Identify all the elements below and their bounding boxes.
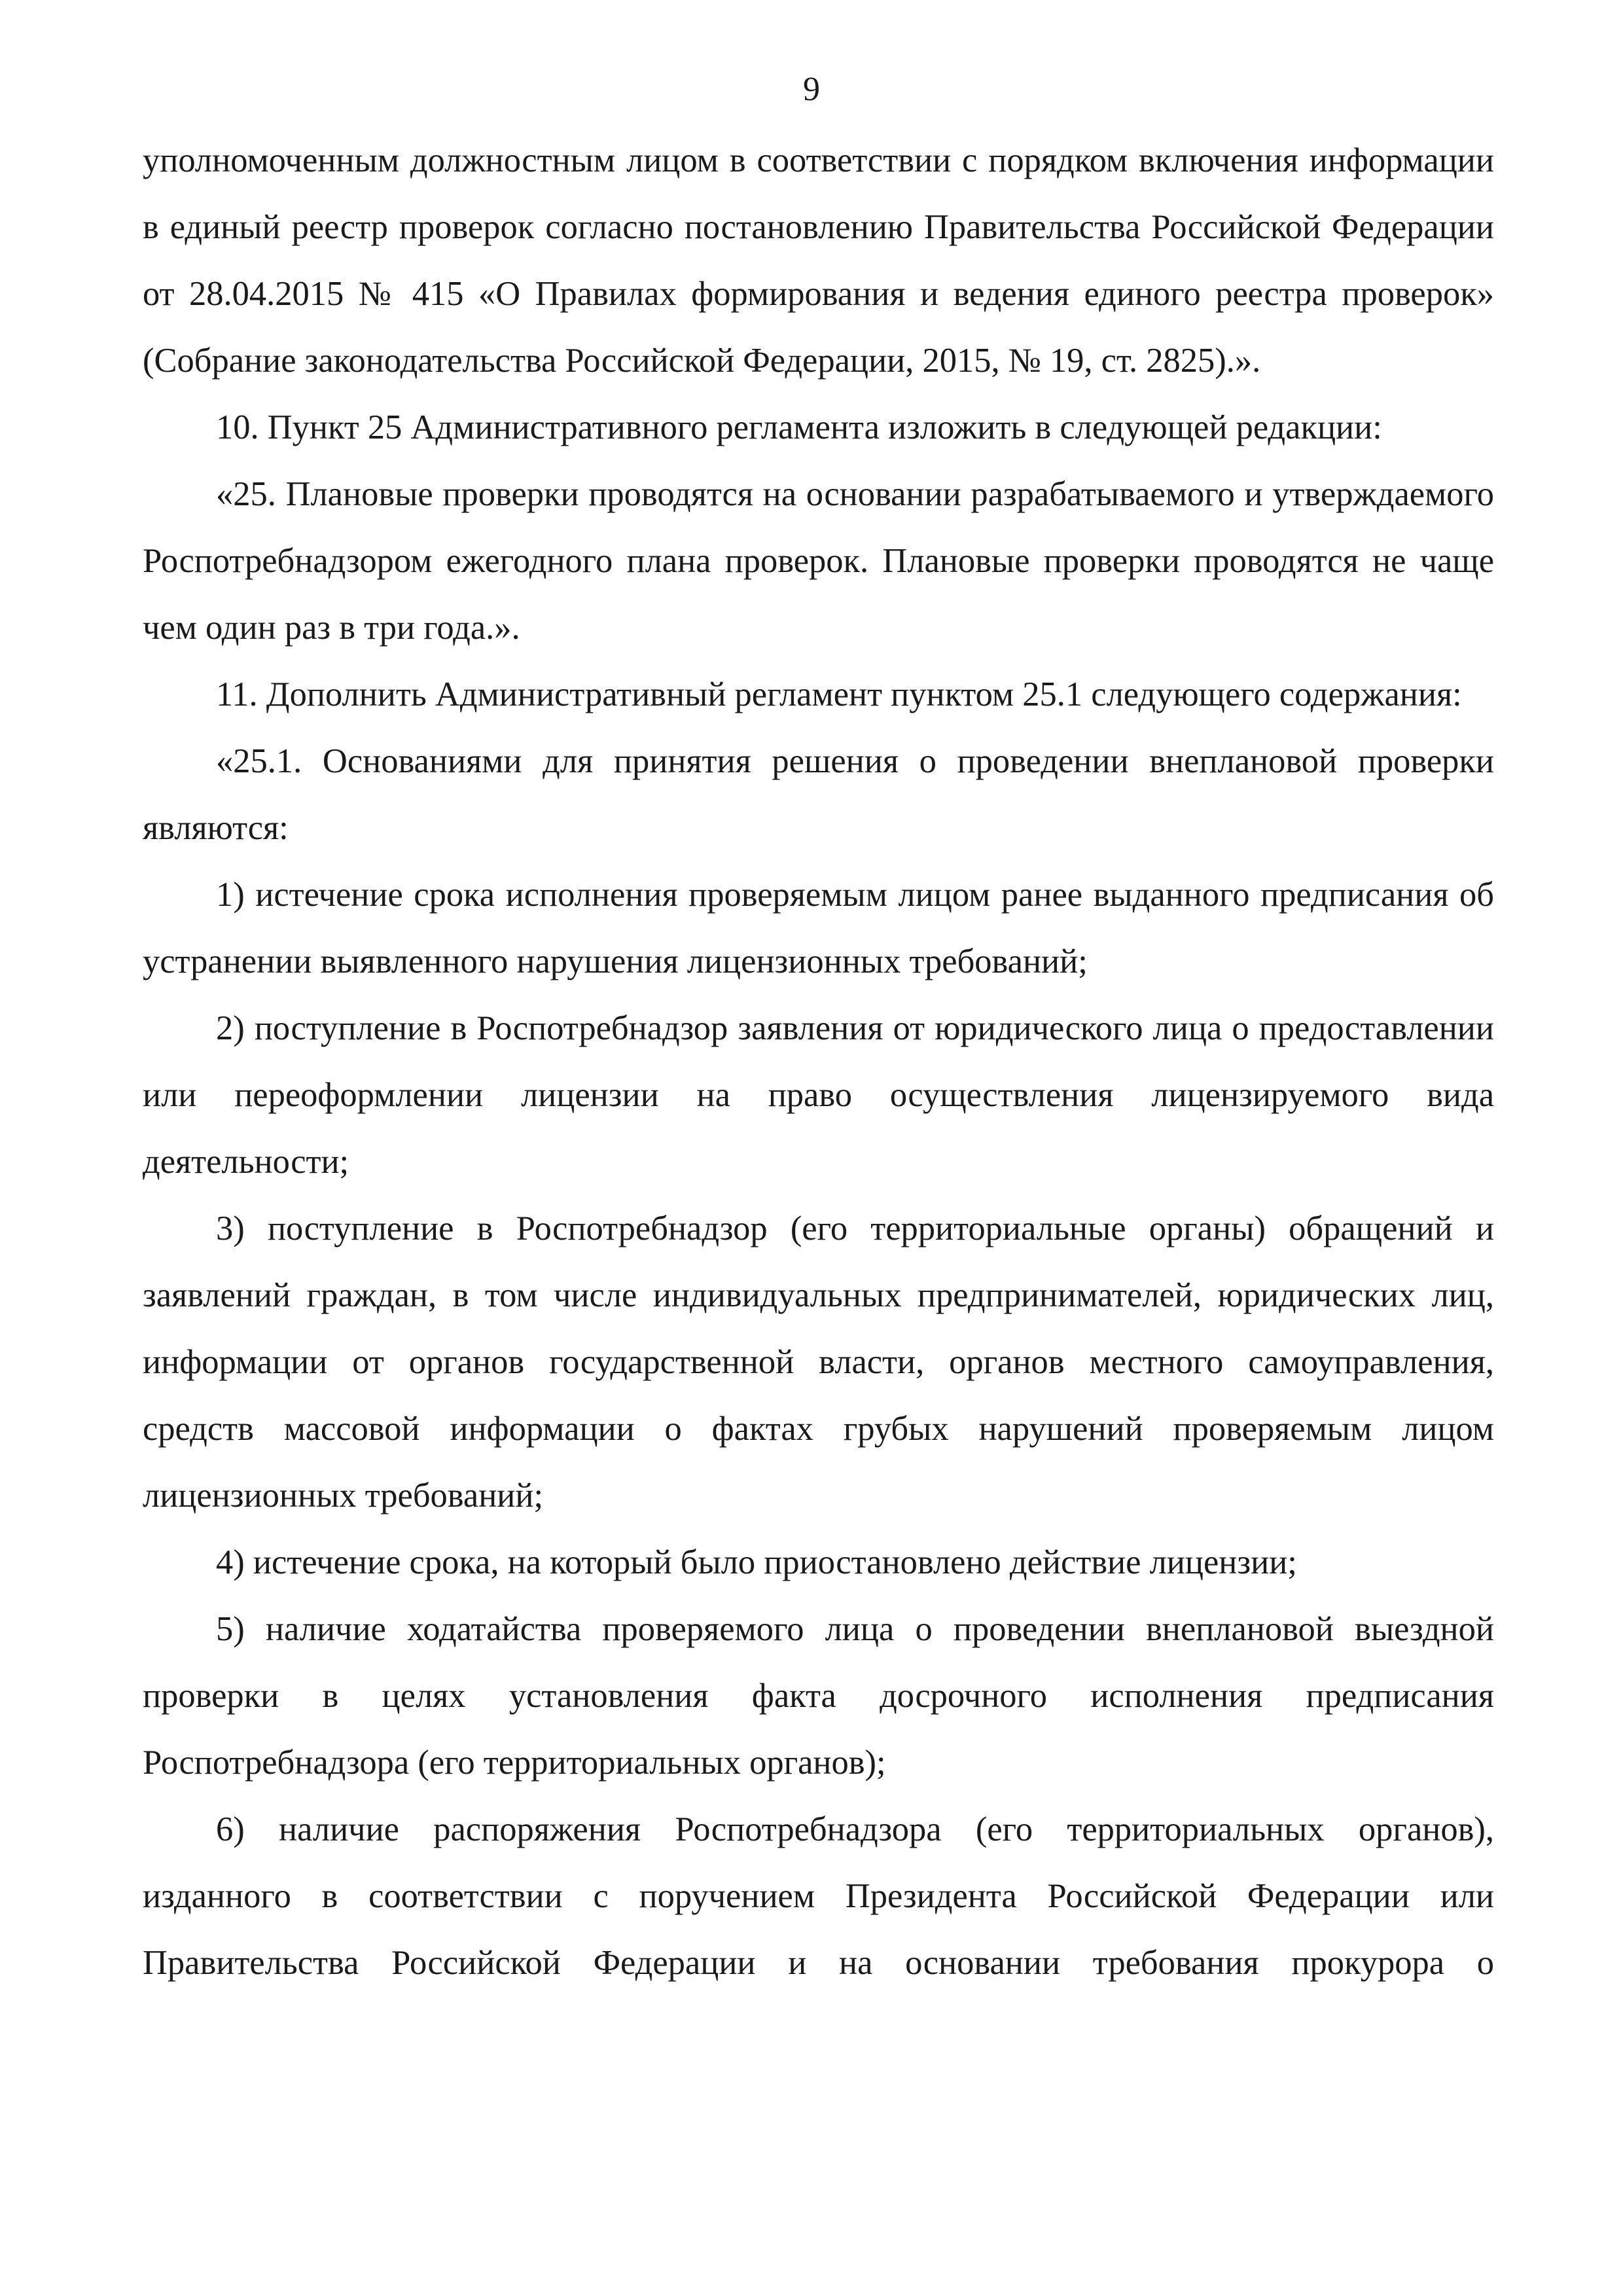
- list-item-1: 1) истечение срока исполнения проверяемым лицом ранее выданного предписания об устранении выявленного нарушения лицензионных требований;: [143, 876, 1494, 980]
- paragraph-quote-25: «25. Плановые проверки проводятся на основании разрабатываемого и утверждаемого Роспотребнадзором ежегодного плана проверок. Плановые проверки проводятся не чаще чем один раз в три года.».: [143, 475, 1494, 647]
- paragraph-item-10: 10. Пункт 25 Административного регламента изложить в следующей редакции:: [216, 408, 1382, 446]
- paragraph-item-11: 11. Дополнить Административный регламент пунктом 25.1 следующего содержания:: [216, 675, 1462, 713]
- document-body: [143, 127, 1494, 1996]
- list-item-2: 2) поступление в Роспотребнадзор заявления от юридического лица о предоставлении или переоформлении лицензии на право осуществления лицензируемого вида деятельности;: [143, 1009, 1494, 1181]
- page-number: 9: [803, 71, 820, 108]
- list-item-3: 3) поступление в Роспотребнадзор (его территориальные органы) обращений и заявлений граждан, в том числе индивидуальных предпринимателей, юридических лиц, информации от органов государственной власти, органов местного самоуправления, средств массовой информации о фактах грубых нарушений проверяемым лицом лицензионных требований;: [143, 1210, 1494, 1515]
- list-item-4: 4) истечение срока, на который было приостановлено действие лицензии;: [216, 1543, 1297, 1581]
- paragraph-quote-25-1: «25.1. Основаниями для принятия решения о проведении внеплановой проверки являются:: [143, 742, 1494, 847]
- paragraph-continuation: уполномоченным должностным лицом в соответствии с порядком включения информации в единый реестр проверок согласно постановлению Правительства Российской Федерации от 28.04.2015 № 415 «О Правилах формирования и ведения единого реестра проверок» (Собрание законодательства Российской Федерации, 2015, № 19, ст. 2825).».: [143, 141, 1494, 380]
- list-item-5: 5) наличие ходатайства проверяемого лица о проведении внеплановой выездной проверки в целях установления факта досрочного исполнения предписания Роспотребнадзора (его территориальных органов);: [143, 1610, 1494, 1782]
- list-item-6: 6) наличие распоряжения Роспотребнадзора (его территориальных органов), изданного в соответствии с поручением Президента Российской Федерации или Правительства Российской Федерации и на основании требования прокурора о: [143, 1810, 1494, 1982]
